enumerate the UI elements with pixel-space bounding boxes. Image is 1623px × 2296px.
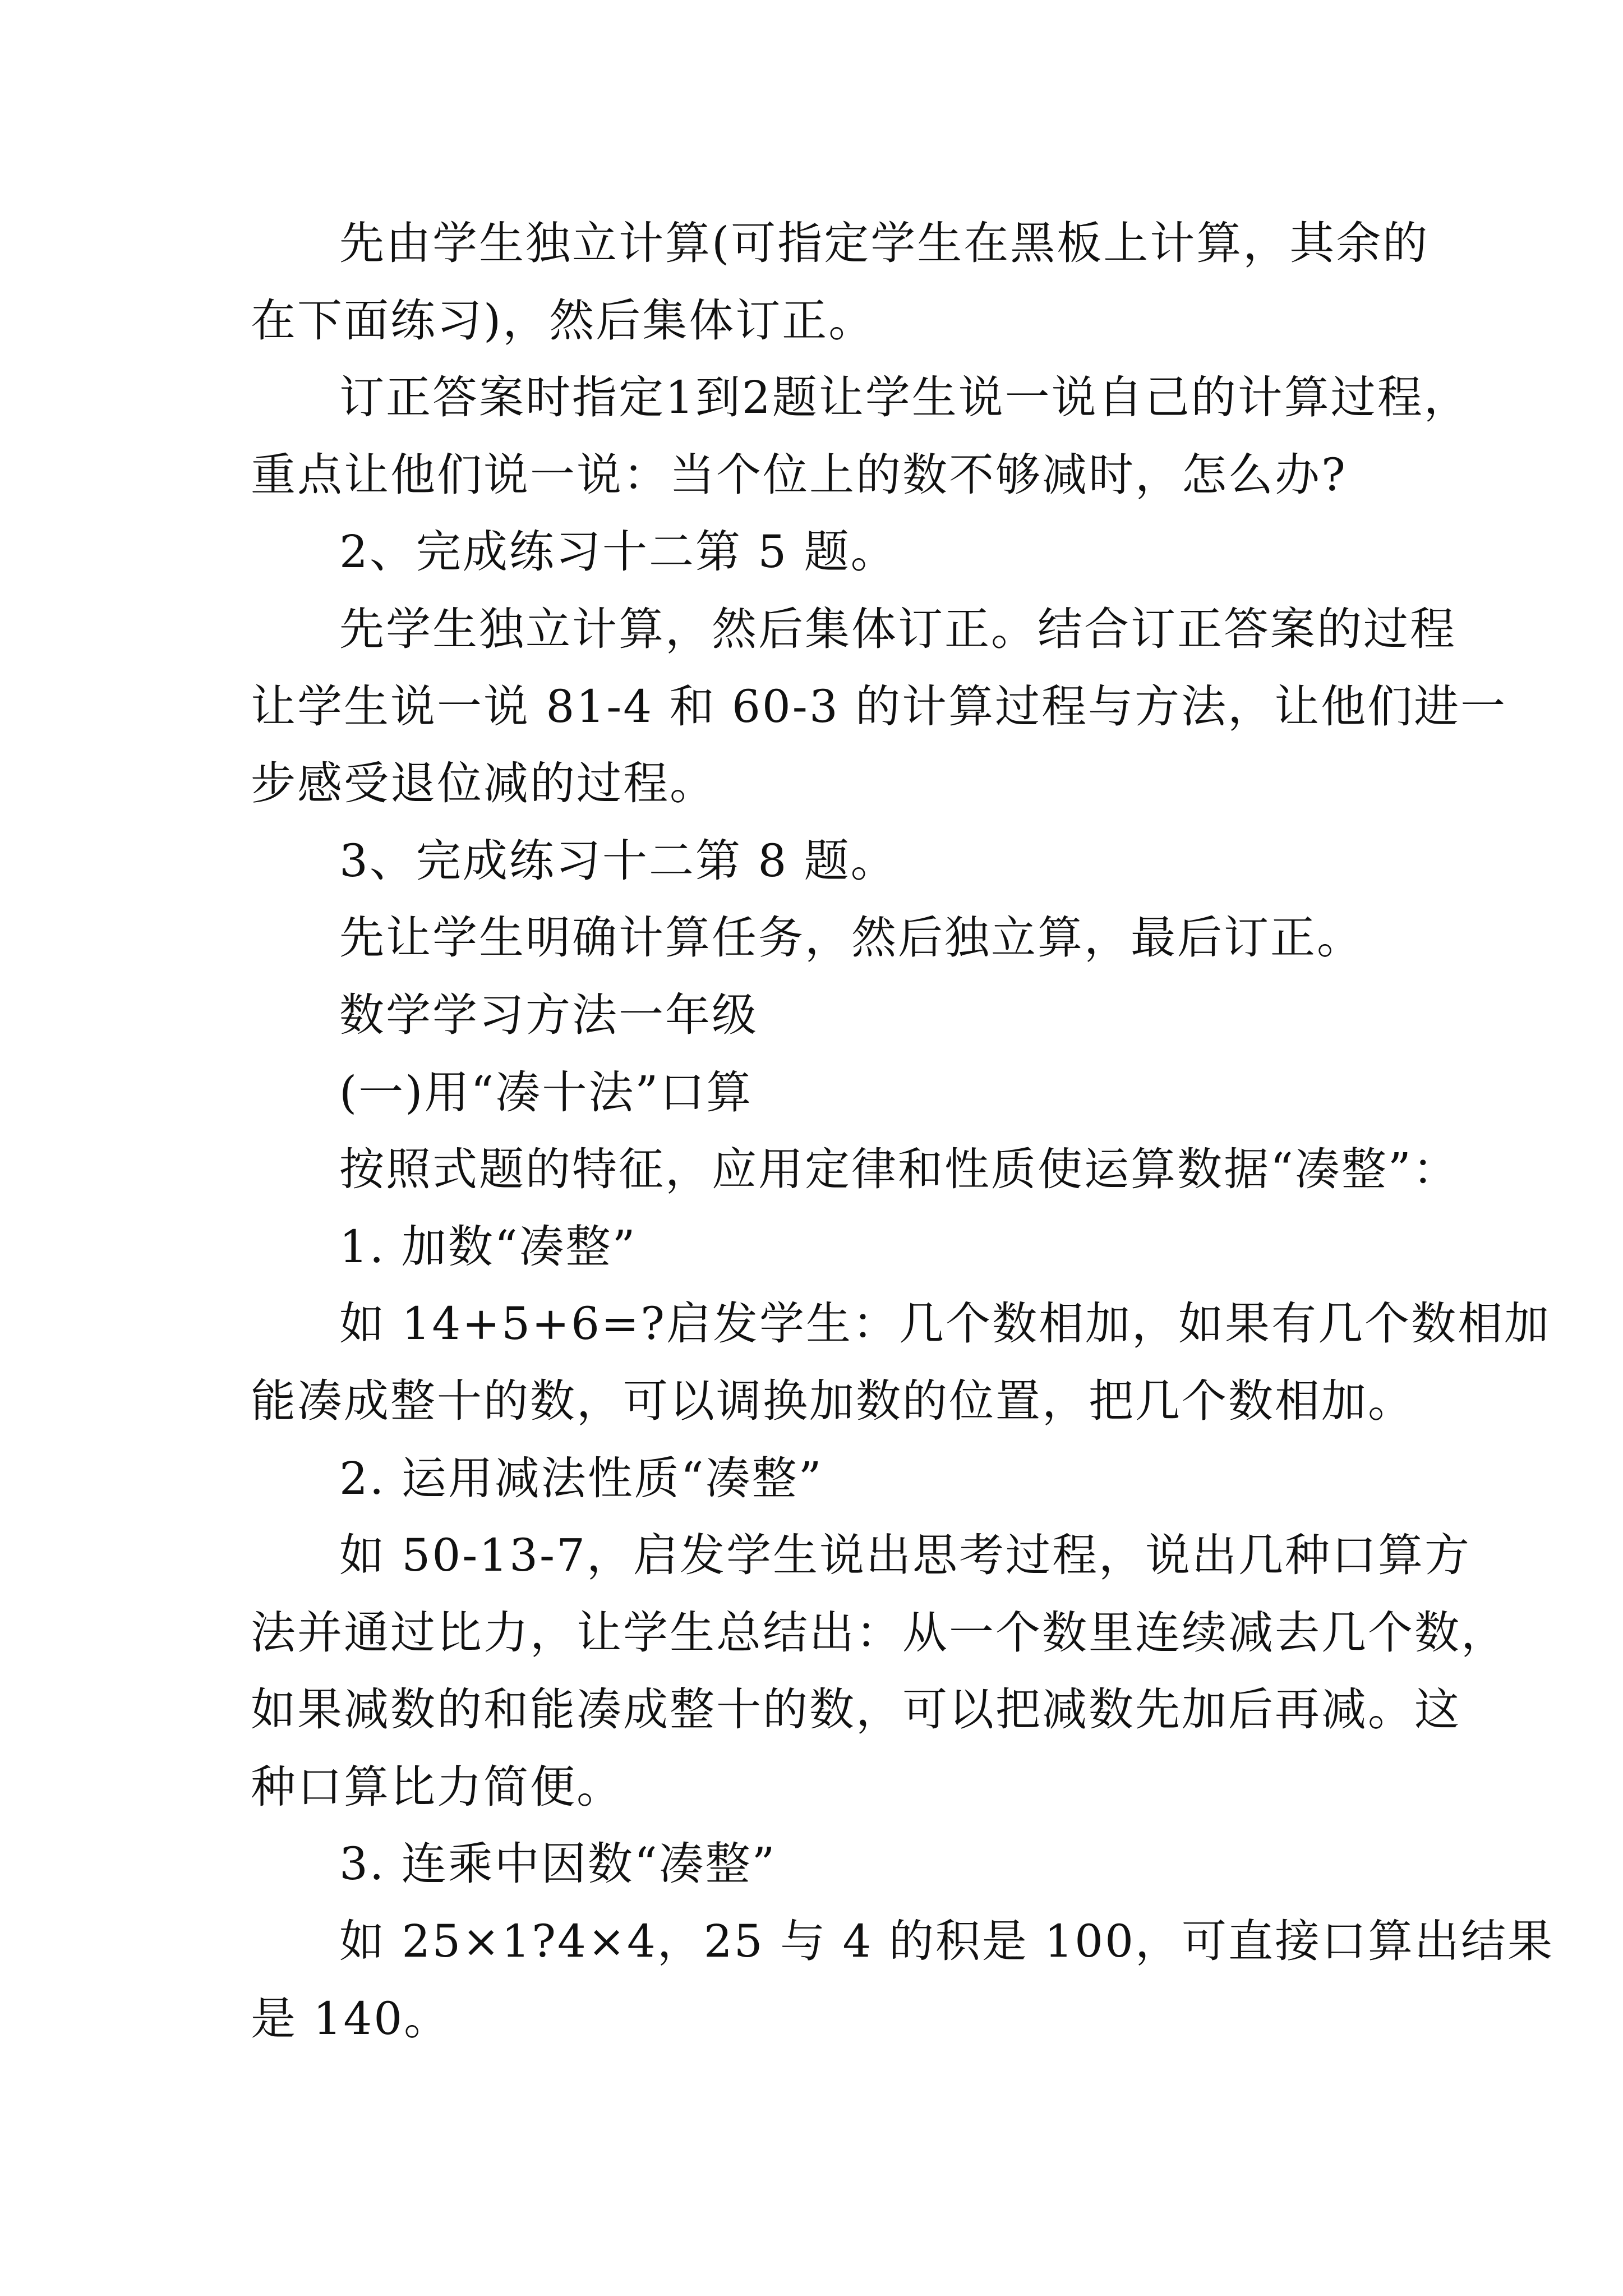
list-item-heading: 1. 加数“凑整” [339, 1220, 637, 1273]
section-title: 数学学习方法一年级 [339, 988, 758, 1041]
document-body [251, 205, 1554, 2057]
text-line: 如 25×1?4×4，25 与 4 的积是 100，可直接口算出结果 [339, 1915, 1554, 1968]
list-item-heading: 3、完成练习十二第 8 题。 [339, 834, 897, 887]
list-item-heading: 2. 运用减法性质“凑整” [339, 1452, 823, 1504]
text-line: 法并通过比力，让学生总结出：从一个数里连续减去几个数， [251, 1606, 1507, 1659]
text-line: 能凑成整十的数，可以调换加数的位置，把几个数相加。 [251, 1374, 1414, 1427]
text-line: 是 140。 [251, 1992, 451, 2045]
text-line: 种口算比力简便。 [251, 1760, 623, 1813]
text-line: 如 14+5+6=?启发学生：几个数相加，如果有几个数相加 [339, 1297, 1551, 1350]
list-item-heading: 2、完成练习十二第 5 题。 [339, 526, 897, 578]
text-line: 订正答案时指定1到2题让学生说一说自己的计算过程， [339, 371, 1470, 424]
text-line: 如 50-13-7，启发学生说出思考过程，说出几种口算方 [339, 1529, 1471, 1582]
text-line: 先学生独立计算，然后集体订正。结合订正答案的过程 [339, 602, 1456, 655]
text-line: 步感受退位减的过程。 [251, 757, 716, 810]
text-line: 重点让他们说一说：当个位上的数不够减时，怎么办? [251, 448, 1347, 501]
text-line: 在下面练习)，然后集体订正。 [251, 294, 875, 347]
text-line: 让学生说一说 81-4 和 60-3 的计算过程与方法，让他们进一 [251, 680, 1507, 733]
list-item-heading: 3. 连乘中因数“凑整” [339, 1838, 777, 1890]
text-line: 先让学生明确计算任务，然后独立算，最后订正。 [339, 912, 1363, 964]
text-line: 如果减数的和能凑成整十的数，可以把减数先加后再减。这 [251, 1683, 1461, 1736]
text-line: 先由学生独立计算(可指定学生在黑板上计算，其余的 [339, 217, 1430, 269]
subsection-title: (一)用“凑十法”口算 [339, 1066, 753, 1119]
text-line: 按照式题的特征，应用定律和性质使运算数据“凑整”： [339, 1143, 1459, 1196]
